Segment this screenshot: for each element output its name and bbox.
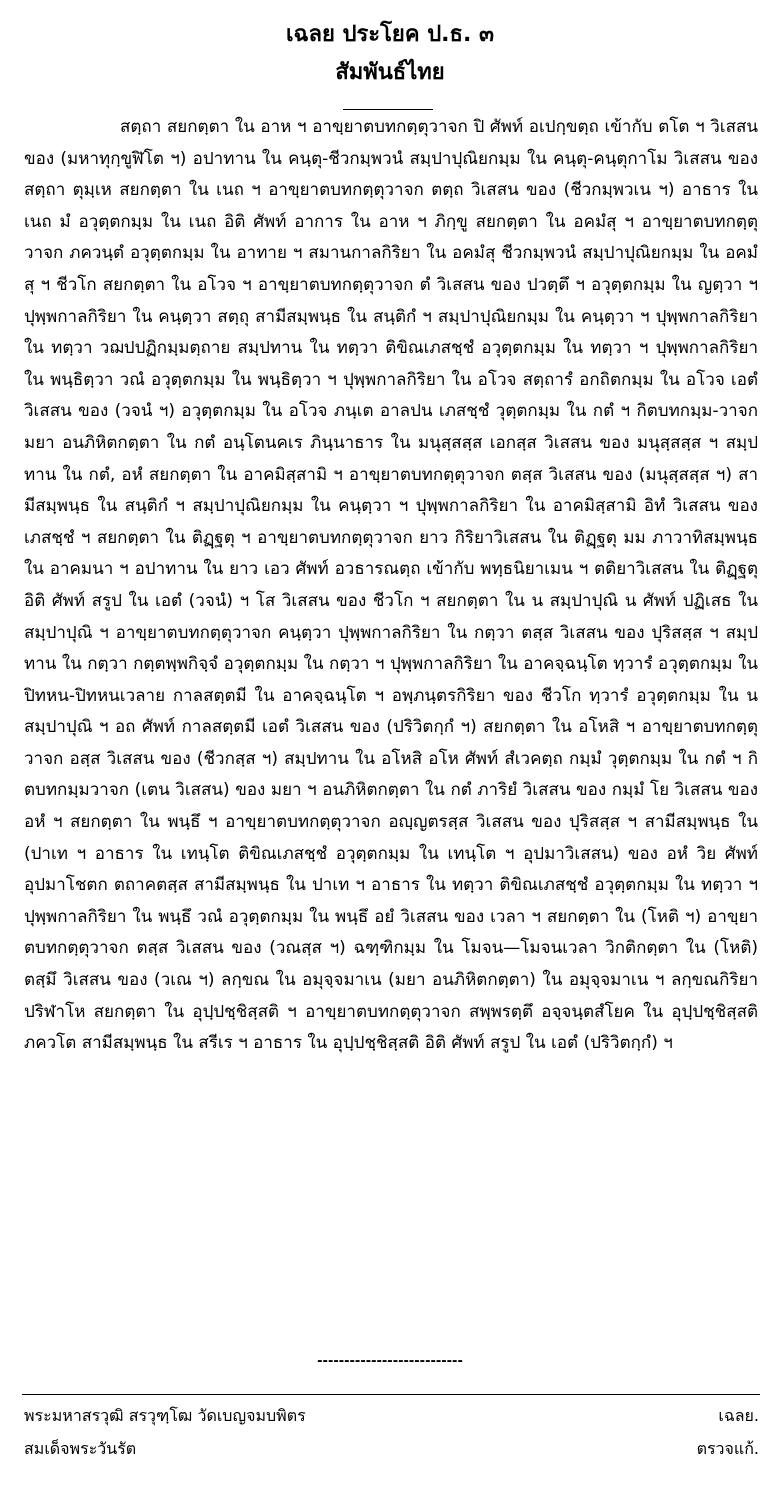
- reviewer-name: สมเด็จพระวันรัต: [24, 1439, 137, 1458]
- footer-divider: [22, 1394, 760, 1395]
- body-paragraph: สตฺถา สยกตฺตา ใน อาห ฯ อาขฺยาตบทกตฺตุวาจก ปิ ศัพท์ อเปกฺขตฺถ เข้ากับ ตโต ฯ วิเสสน ของ (มหาทุกฺขูฬิโต ฯ) อปาทาน ใน คนฺตุ-ชีวกมฺพวนํ สมฺปาปุณิยกมฺม ใน คนฺตุ-คนฺตุกาโม วิเสสน ของ สตฺถา ตุมฺเห สยกตฺตา ใน เนถ ฯ อาขฺยาตบทกตฺตุวาจก ตตฺถ วิเสสน ของ (ชีวกมฺพวเน ฯ) อาธาร ใน เนถ มํ อวุตฺตกมฺม ใน เนถ อิติ ศัพท์ อาการ ใน อาห ฯ ภิกฺขู สยกตฺตา ใน อคมํสุ ฯ อาขฺยาตบทกตฺตุวาจก ภควนฺตํ อวุตฺตกมฺม ใน อาทาย ฯ สมานกาลกิริยา ใน อคมํสุ ชีวกมฺพวนํ สมฺปาปุณิยกมฺม ใน อคมํสุ ฯ ชีวโก สยกตฺตา ใน อโวจ ฯ อาขฺยาตบทกตฺตุวาจก ตํ วิเสสน ของ ปวตฺตึ ฯ อวุตฺตกมฺม ใน ญตฺวา ฯ ปุพฺพกาลกิริยา ใน คนฺตฺวา สตฺถุ สามีสมฺพนฺธ ใน สนฺติกํ ฯ สมฺปาปุณิยกมฺม ใน คนฺตฺวา ฯ ปุพฺพกาลกิริยา ใน ทตฺวา วฌปปฏิกมฺมตฺถาย สมฺปทาน ใน ทตฺวา ติขิณเภสชฺชํ อวุตฺตกมฺม ใน ทตฺวา ฯ ปุพฺพกาลกิริยา ใน พนฺธิตฺวา วณํ อวุตฺตกมฺม ใน พนฺธิตฺวา ฯ ปุพฺพกาลกิริยา ใน อโวจ สตฺถารํ อกถิตกมฺม ใน อโวจ เอตํ วิเสสน ของ (วจนํ ฯ) อวุตฺตกมฺม ใน อโวจ ภนฺเต อาลปน เภสชฺชํ วุตฺตกมฺม ใน กตํ ฯ กิตบทกมฺม-วาจก มยา อนภิหิตกตฺตา ใน กตํ อนฺโตนคเร ภินฺนาธาร ใน มนุสฺสสฺส เอกสฺส วิเสสน ของ มนุสฺสสฺส ฯ สมฺปทาน ใน กตํ, อหํ สยกตฺตา ใน อาคมิสฺสามิ ฯ อาขฺยาตบทกตฺตุวาจก ตสฺส วิเสสน ของ (มนุสฺสสฺส ฯ) สามีสมฺพนฺธ ใน สนฺติกํ ฯ สมฺปาปุณิยกมฺม ใน คนฺตฺวา ฯ ปุพฺพกาลกิริยา ใน อาคมิสฺสามิ อิทํ วิเสสน ของ เภสชฺชํ ฯ สยกตฺตา ใน ติฏฺฐตุ ฯ อาขฺยาตบทกตฺตุวาจก ยาว กิริยาวิเสสน ใน ติฏฺฐตุ มม ภาวาทิสมฺพนฺธ ใน อาคมนา ฯ อปาทาน ใน ยาว เอว ศัพท์ อวธารณตฺถ เข้ากับ พทฺธนิยาเมน ฯ ตติยาวิเสสน ใน ติฏฺฐตุ อิติ ศัพท์ สรูป ใน เอตํ (วจนํ) ฯ โส วิเสสน ของ ชีวโก ฯ สยกตฺตา ใน น สมฺปาปุณิ น ศัพท์ ปฏิเสธ ใน สมฺปาปุณิ ฯ อาขฺยาตบทกตฺตุวาจก คนฺตฺวา ปุพฺพกาลกิริยา ใน กตฺวา ตสฺส วิเสสน ของ ปุริสสฺส ฯ สมฺปทาน ใน กตฺวา กตฺตพฺพกิจฺจํ อวุตฺตกมฺม ใน กตฺวา ฯ ปุพฺพกาลกิริยา ใน อาคจฺฉนฺโต ทฺวารํ อวุตฺตกมฺม ใน ปิทหน-ปิทหนเวลาย กาลสตฺตมี ใน อาคจฺฉนฺโต ฯ อพฺภนฺตรกิริยา ของ ชีวโก ทฺวารํ อวุตฺตกมฺม ใน น สมฺปาปุณิ ฯ อถ ศัพท์ กาลสตฺตมี เอตํ วิเสสน ของ (ปริวิตกฺกํ ฯ) สยกตฺตา ใน อโหสิ ฯ อาขฺยาตบทกตฺตุวาจก อสฺส วิเสสน ของ (ชีวกสฺส ฯ) สมฺปทาน ใน อโหสิ อโห ศัพท์ สํเวคตฺถ กมฺมํ วุตฺตกมฺม ใน กตํ ฯ กิตบทกมฺมวาจก (เตน วิเสสน) ของ มยา ฯ อนภิหิตกตฺตา ใน กตํ ภาริยํ วิเสสน ของ กมฺมํ โย วิเสสน ของ อหํ ฯ สยกตฺตา ใน พนฺธึ ฯ อาขฺยาตบทกตฺตุวาจก อญฺญตรสฺส วิเสสน ของ ปุริสสฺส ฯ สามีสมฺพนฺธ ใน (ปาเท ฯ อาธาร ใน เทนฺโต ติขิณเภสชฺชํ อวุตฺตกมฺม ใน เทนฺโต ฯ อุปมาวิเสสน) ของ อหํ วิย ศัพท์ อุปมาโชตก ตถาคตสฺส สามีสมฺพนฺธ ใน ปาเท ฯ อาธาร ใน ทตฺวา ติขิณเภสชฺชํ อวุตฺตกมฺม ใน ทตฺวา ฯ ปุพฺพกาลกิริยา ใน พนฺธึ วณํ อวุตฺตกมฺม ใน พนฺธึ อยํ วิเสสน ของ เวลา ฯ สยกตฺตา ใน (โหติ ฯ) อาขฺยาตบทกตฺตุวาจก ตสฺส วิเสสน ของ (วณสฺส ฯ) ฉฑฺฑิกมฺม ใน โมจน—โมจนเวลา วิกติกตฺตา ใน (โหติ) ตสฺมึ วิเสสน ของ (วเณ ฯ) ลกฺขณ ใน อมุจฺจมาเน (มยา อนภิหิตกตฺตา) ใน อมุจฺจมาเน ฯ ลกฺขณกิริยา ปริฬาโห สยกตฺตา ใน อุปฺปชฺชิสฺสติ ฯ อาขฺยาตบทกตฺตุวาจก สพฺพรตฺตึ อจฺจนฺตสํโยค ใน อุปฺปชฺชิสฺสติ ภควโต สามีสมฺพนฺธ ใน สรีเร ฯ อาธาร ใน อุปฺปชฺชิสฺสติ อิติ ศัพท์ สรูป ใน เอตํ (ปริวิตกฺกํ) ฯ: [24, 117, 758, 1054]
- author-role: เฉลย.: [718, 1406, 759, 1425]
- author-name: พระมหาสรวุฒิ สรวุฑฺโฒ วัดเบญจมบพิตร: [24, 1406, 306, 1425]
- document-subtitle: สัมพันธ์ไทย: [335, 60, 445, 85]
- document-title: เฉลย ประโยค ป.ธ. ๓: [285, 22, 495, 47]
- title-divider: [343, 109, 433, 110]
- reviewer-role: ตรวจแก้.: [696, 1439, 759, 1458]
- end-marker: ---------------------------: [317, 1354, 463, 1369]
